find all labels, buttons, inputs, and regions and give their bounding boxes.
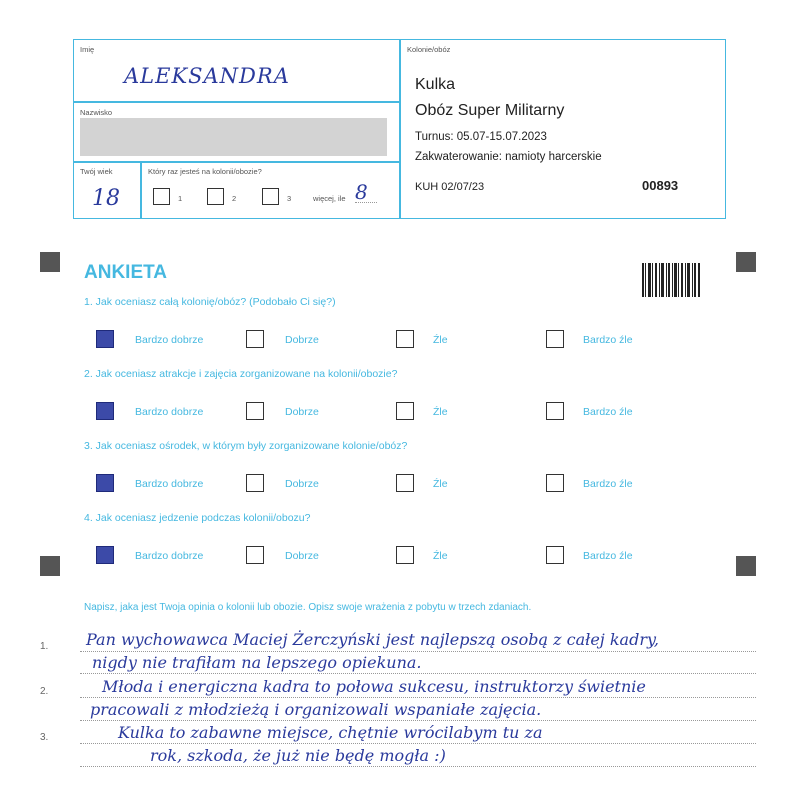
header-divider-2	[73, 161, 400, 163]
q1-option-4-checkbox[interactable]	[546, 330, 564, 348]
turnus: Turnus: 05.07-15.07.2023	[415, 131, 547, 143]
nazwisko-label: Nazwisko	[80, 108, 113, 117]
q4-option-2-checkbox[interactable]	[246, 546, 264, 564]
registration-mark-top-right	[736, 252, 756, 272]
q3-option-4-label: Bardzo źle	[583, 478, 633, 490]
q2-option-4-label: Bardzo źle	[583, 406, 633, 418]
question-4: 4. Jak oceniasz jedzenie podczas kolonii/obozu?	[84, 512, 311, 524]
registration-mark-bottom-left	[40, 556, 60, 576]
q2-option-1-checkbox[interactable]	[96, 402, 114, 420]
opinion-line-3	[80, 697, 756, 698]
q3-option-1-checkbox[interactable]	[96, 474, 114, 492]
opinion-text-1: Pan wychowawca Maciej Żerczyński jest najlepszą osobą z całej kadry,	[86, 630, 659, 649]
zakwaterowanie: Zakwaterowanie: namioty harcerskie	[415, 151, 602, 163]
opinion-text-3: Młoda i energiczna kadra to połowa sukcesu, instruktorzy świetnie	[102, 677, 646, 696]
opinion-text-6: rok, szkoda, że już nie będę mogła :)	[150, 746, 446, 765]
q2-option-2-checkbox[interactable]	[246, 402, 264, 420]
q4-option-4-checkbox[interactable]	[546, 546, 564, 564]
form-number: 00893	[642, 178, 679, 193]
camp-code: KUH 02/07/23	[415, 181, 485, 193]
q4-option-3-checkbox[interactable]	[396, 546, 414, 564]
q1-option-1-checkbox[interactable]	[96, 330, 114, 348]
opinion-line-4	[80, 720, 756, 721]
header-divider-1	[73, 101, 400, 103]
q3-option-1-label: Bardzo dobrze	[135, 478, 204, 490]
q3-option-4-checkbox[interactable]	[546, 474, 564, 492]
opinion-prompt: Napisz, jaka jest Twoja opinia o kolonii lub obozie. Opisz swoje wrażenia z pobytu w trzech zdaniach.	[84, 602, 532, 613]
line-number-3: 3.	[40, 732, 49, 743]
q2-option-2-label: Dobrze	[285, 406, 319, 418]
opinion-line-5	[80, 743, 756, 744]
q3-option-3-checkbox[interactable]	[396, 474, 414, 492]
line-number-1: 1.	[40, 641, 49, 652]
q1-option-4-label: Bardzo źle	[583, 334, 633, 346]
line-number-2: 2.	[40, 686, 49, 697]
question-3: 3. Jak oceniasz ośrodek, w którym były zorganizowane kolonie/obóz?	[84, 440, 408, 452]
q4-option-3-label: Źle	[433, 550, 448, 562]
q2-option-4-checkbox[interactable]	[546, 402, 564, 420]
registration-mark-top-left	[40, 252, 60, 272]
imie-label: Imię	[80, 45, 95, 54]
count-option-1: 1	[178, 194, 183, 203]
wiek-value: 18	[92, 186, 120, 211]
q4-option-1-checkbox[interactable]	[96, 546, 114, 564]
nazwisko-redacted	[80, 118, 387, 156]
question-2: 2. Jak oceniasz atrakcje i zajęcia zorganizowane na kolonii/obozie?	[84, 368, 398, 380]
registration-mark-bottom-right	[736, 556, 756, 576]
q1-option-2-label: Dobrze	[285, 334, 319, 346]
header-divider-vertical	[399, 39, 401, 219]
ktory-label: Który raz jesteś na kolonii/obozie?	[148, 167, 262, 176]
opinion-line-6	[80, 766, 756, 767]
question-1: 1. Jak oceniasz całą kolonię/obóz? (Podobało Ci się?)	[84, 296, 336, 308]
wiecej-label: więcej, ile	[313, 194, 346, 203]
camp-name: Kulka	[415, 76, 456, 93]
kolonie-label: Kolonie/obóz	[407, 45, 451, 54]
opinion-line-2	[80, 673, 756, 674]
q4-option-1-label: Bardzo dobrze	[135, 550, 204, 562]
q1-option-1-label: Bardzo dobrze	[135, 334, 204, 346]
q1-option-3-label: Źle	[433, 334, 448, 346]
opinion-line-1	[80, 651, 756, 652]
survey-title: ANKIETA	[84, 262, 168, 283]
q1-option-3-checkbox[interactable]	[396, 330, 414, 348]
wiecej-value: 8	[355, 180, 368, 204]
q3-option-3-label: Źle	[433, 478, 448, 490]
q1-option-2-checkbox[interactable]	[246, 330, 264, 348]
opinion-text-5: Kulka to zabawne miejsce, chętnie wrócilabym tu za	[118, 723, 543, 742]
q4-option-4-label: Bardzo źle	[583, 550, 633, 562]
q4-option-2-label: Dobrze	[285, 550, 319, 562]
count-checkbox-2[interactable]	[207, 188, 224, 205]
barcode-icon	[642, 263, 700, 297]
q3-option-2-label: Dobrze	[285, 478, 319, 490]
q2-option-3-label: Źle	[433, 406, 448, 418]
imie-value: ALEKSANDRA	[124, 64, 290, 88]
q2-option-3-checkbox[interactable]	[396, 402, 414, 420]
opinion-text-4: pracowali z młodzieżą i organizowali wspaniałe zajęcia.	[90, 700, 542, 719]
count-option-3: 3	[287, 194, 292, 203]
header-divider-age	[140, 161, 142, 219]
wiek-label: Twój wiek	[80, 167, 113, 176]
q3-option-2-checkbox[interactable]	[246, 474, 264, 492]
q2-option-1-label: Bardzo dobrze	[135, 406, 204, 418]
opinion-text-2: nigdy nie trafiłam na lepszego opiekuna.	[92, 653, 422, 672]
camp-type: Obóz Super Militarny	[415, 102, 565, 119]
count-option-2: 2	[232, 194, 237, 203]
count-checkbox-3[interactable]	[262, 188, 279, 205]
count-checkbox-1[interactable]	[153, 188, 170, 205]
